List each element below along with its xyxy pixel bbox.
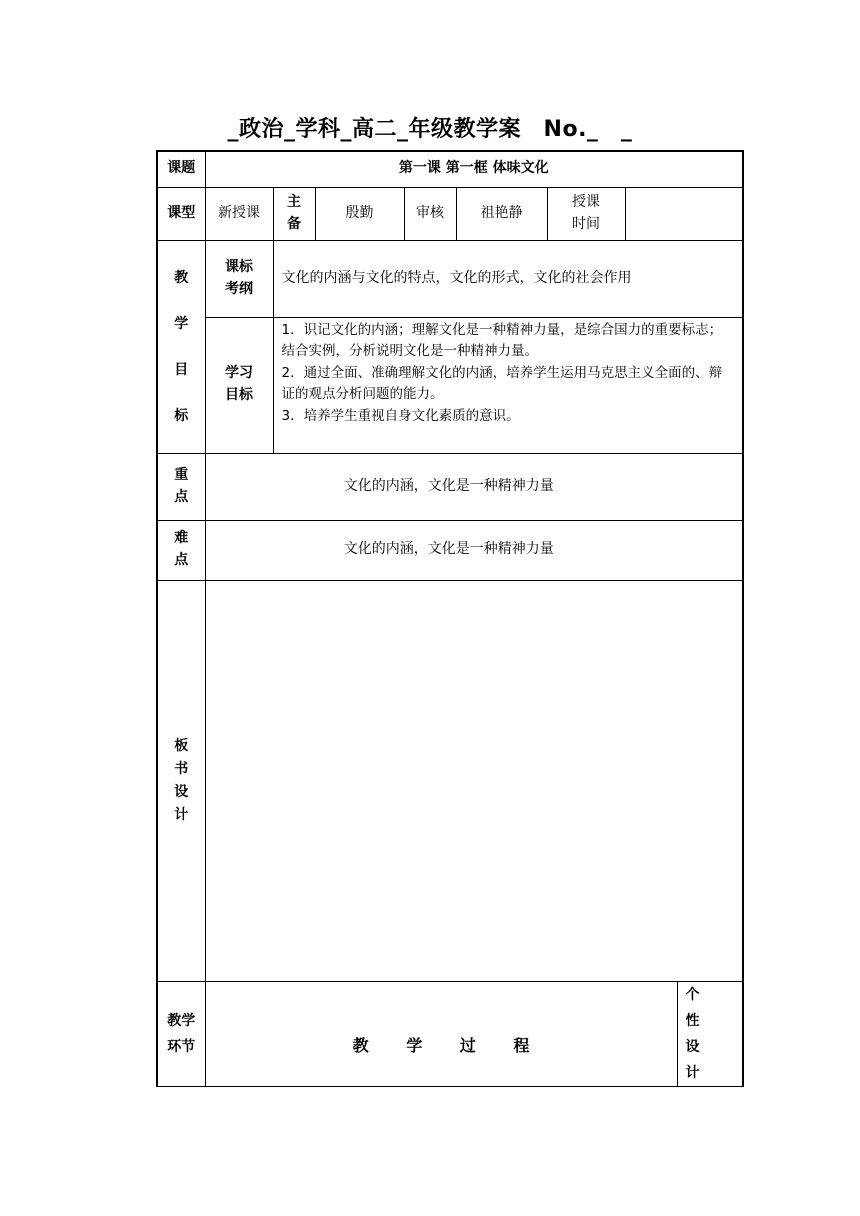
syllabus-label-2: 考纲 <box>225 280 253 297</box>
process-char-3: 过 <box>459 1036 476 1056</box>
syllabus-label <box>205 240 273 317</box>
teaching-process-heading <box>205 981 677 1086</box>
lesson-plan-table <box>156 150 744 1087</box>
difficult-points-label-1: 难 <box>174 530 189 547</box>
objectives-label-2: 目标 <box>225 387 253 403</box>
main-prep-label-2: 备 <box>287 215 301 232</box>
topic-label: 课题 <box>157 151 205 187</box>
objectives-label <box>205 317 273 453</box>
board-label-char-3: 设 <box>174 783 189 800</box>
personal-char-3: 设 <box>685 1038 700 1055</box>
teaching-stage-label <box>157 981 205 1086</box>
time-label-2: 时间 <box>572 215 600 232</box>
process-char-1: 教 <box>352 1036 369 1056</box>
stage-label-2: 环节 <box>167 1038 196 1055</box>
type-value: 新授课 <box>205 187 273 240</box>
board-label-char-1: 板 <box>174 737 189 754</box>
personal-char-1: 个 <box>685 986 700 1003</box>
main-prep-value: 殷勤 <box>315 187 404 240</box>
topic-row <box>157 151 743 187</box>
type-row <box>157 187 743 240</box>
type-label: 课型 <box>157 187 205 240</box>
board-label-char-4: 计 <box>174 806 189 823</box>
process-char-2: 学 <box>406 1036 423 1056</box>
goals-label-char-2: 学 <box>174 315 189 332</box>
key-points-label-2: 点 <box>174 488 189 505</box>
personal-design-label <box>677 981 743 1086</box>
goals-label-char-3: 目 <box>174 361 189 378</box>
difficult-points-row <box>157 520 743 580</box>
syllabus-label-1: 课标 <box>225 258 253 275</box>
topic-value: 第一课 第一框 体味文化 <box>205 151 743 187</box>
personal-char-2: 性 <box>685 1012 700 1029</box>
teaching-stage-row <box>157 981 743 1086</box>
board-design-label <box>157 580 205 981</box>
goals-label <box>157 240 205 453</box>
difficult-points-label-2: 点 <box>174 552 189 568</box>
board-label-char-2: 书 <box>174 760 189 777</box>
objectives-row <box>157 317 743 453</box>
main-prep-label-1: 主 <box>287 193 301 210</box>
key-points-row <box>157 453 743 520</box>
difficult-points-value: 文化的内涵，文化是一种精神力量 <box>205 520 743 580</box>
main-prep-label <box>273 187 315 240</box>
objectives-list <box>273 317 743 453</box>
syllabus-row <box>157 240 743 317</box>
time-label-1: 授课 <box>572 193 600 210</box>
goals-label-char-1: 教 <box>174 269 189 286</box>
review-label: 审核 <box>404 187 456 240</box>
time-value <box>625 187 743 240</box>
board-design-area <box>205 580 743 981</box>
review-value: 祖艳静 <box>456 187 547 240</box>
board-design-row <box>157 580 743 981</box>
objective-item-1: 1．识记文化的内涵；理解文化是一种精神力量，是综合国力的重要标志；结合实例，分析说明文化是一种精神力量。 <box>281 321 723 360</box>
objective-item-2: 2．通过全面、准确理解文化的内涵，培养学生运用马克思主义全面的、辩证的观点分析问题的能力。 <box>281 364 723 403</box>
process-char-4: 程 <box>513 1036 530 1056</box>
key-points-value: 文化的内涵，文化是一种精神力量 <box>205 453 743 520</box>
time-label <box>547 187 625 240</box>
key-points-label <box>157 453 205 520</box>
key-points-label-1: 重 <box>174 466 189 483</box>
personal-char-4: 计 <box>685 1064 700 1081</box>
objective-item-3: 3．培养学生重视自身文化素质的意识。 <box>281 407 520 424</box>
stage-label-1: 教学 <box>167 1012 196 1029</box>
goals-label-char-4: 标 <box>174 407 189 424</box>
objectives-label-1: 学习 <box>225 365 253 382</box>
syllabus-value: 文化的内涵与文化的特点，文化的形式，文化的社会作用 <box>273 240 743 317</box>
page-title: _政治_学科_高二_年级教学案 No._ _ <box>227 117 633 142</box>
difficult-points-label <box>157 520 205 580</box>
